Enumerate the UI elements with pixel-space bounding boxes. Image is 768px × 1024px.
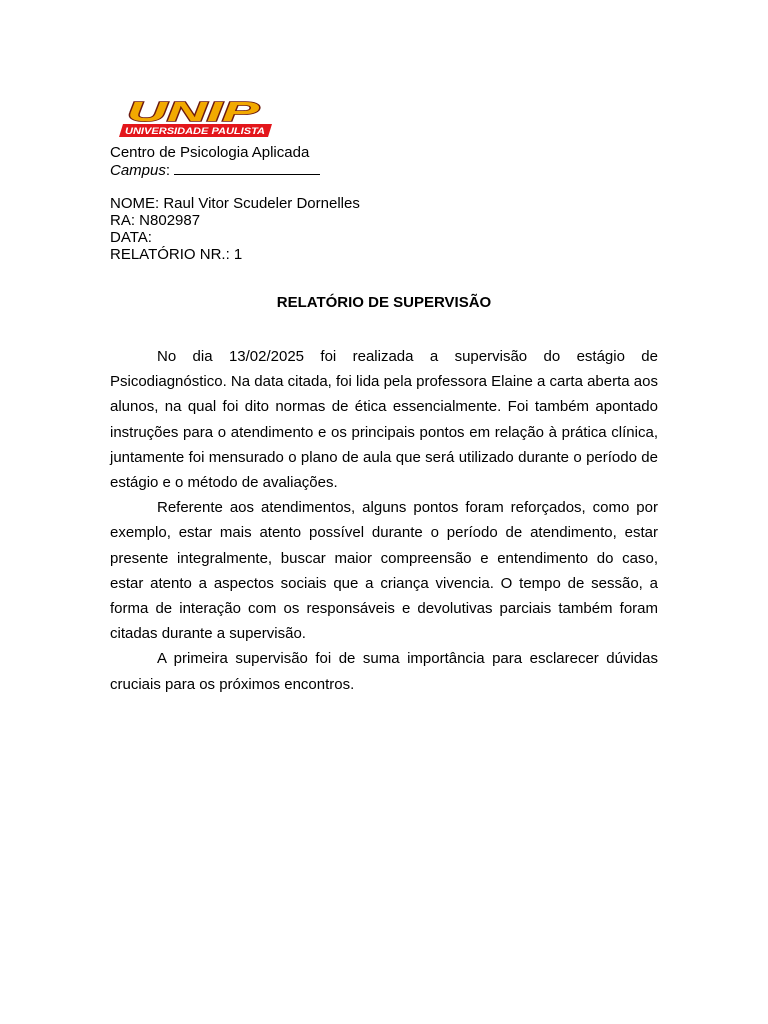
campus-colon: : xyxy=(165,162,171,179)
campus-line xyxy=(110,161,660,179)
student-name: NOME: Raul Vitor Scudeler Dornelles xyxy=(110,195,360,212)
center-name: Centro de Psicologia Aplicada xyxy=(110,144,310,161)
document-title: RELATÓRIO DE SUPERVISÃO xyxy=(276,294,492,311)
header-block xyxy=(110,144,660,263)
logo-brand-text: UNIP xyxy=(127,96,260,127)
paragraph: A primeira supervisão foi de suma importância para esclarecer dúvidas cruciais para os próximos encontros. xyxy=(110,650,658,693)
document-body xyxy=(110,344,658,697)
unip-logo xyxy=(115,96,272,138)
paragraph: Referente aos atendimentos, alguns pontos foram reforçados, como por exemplo, estar mais atento possível durante o período de atendimento, estar presente integralmente, buscar maior compreensão e entendimento do caso, estar atento a aspectos sociais que a criança vivencia. O tempo de sessão, a forma de interação com os responsáveis e devolutivas parciais também foram citadas durante a supervisão. xyxy=(110,499,658,643)
paragraph: No dia 13/02/2025 foi realizada a supervisão do estágio de Psicodiagnóstico. Na data citada, foi lida pela professora Elaine a carta aberta aos alunos, na qual foi dito normas de ética essencialmente. Foi também apontado instruções para o atendimento e os principais pontos em relação à prática clínica, juntamente foi mensurado o plano de aula que será utilizado durante o período de estágio e o método de avaliações. xyxy=(110,348,658,492)
report-number: RELATÓRIO NR.: 1 xyxy=(110,246,243,263)
campus-blank-line xyxy=(174,161,320,175)
logo-subtitle-text: UNIVERSIDADE PAULISTA xyxy=(125,126,265,136)
student-ra: RA: N802987 xyxy=(110,212,201,229)
campus-label: Campus xyxy=(110,162,166,179)
report-date: DATA: xyxy=(110,229,152,246)
